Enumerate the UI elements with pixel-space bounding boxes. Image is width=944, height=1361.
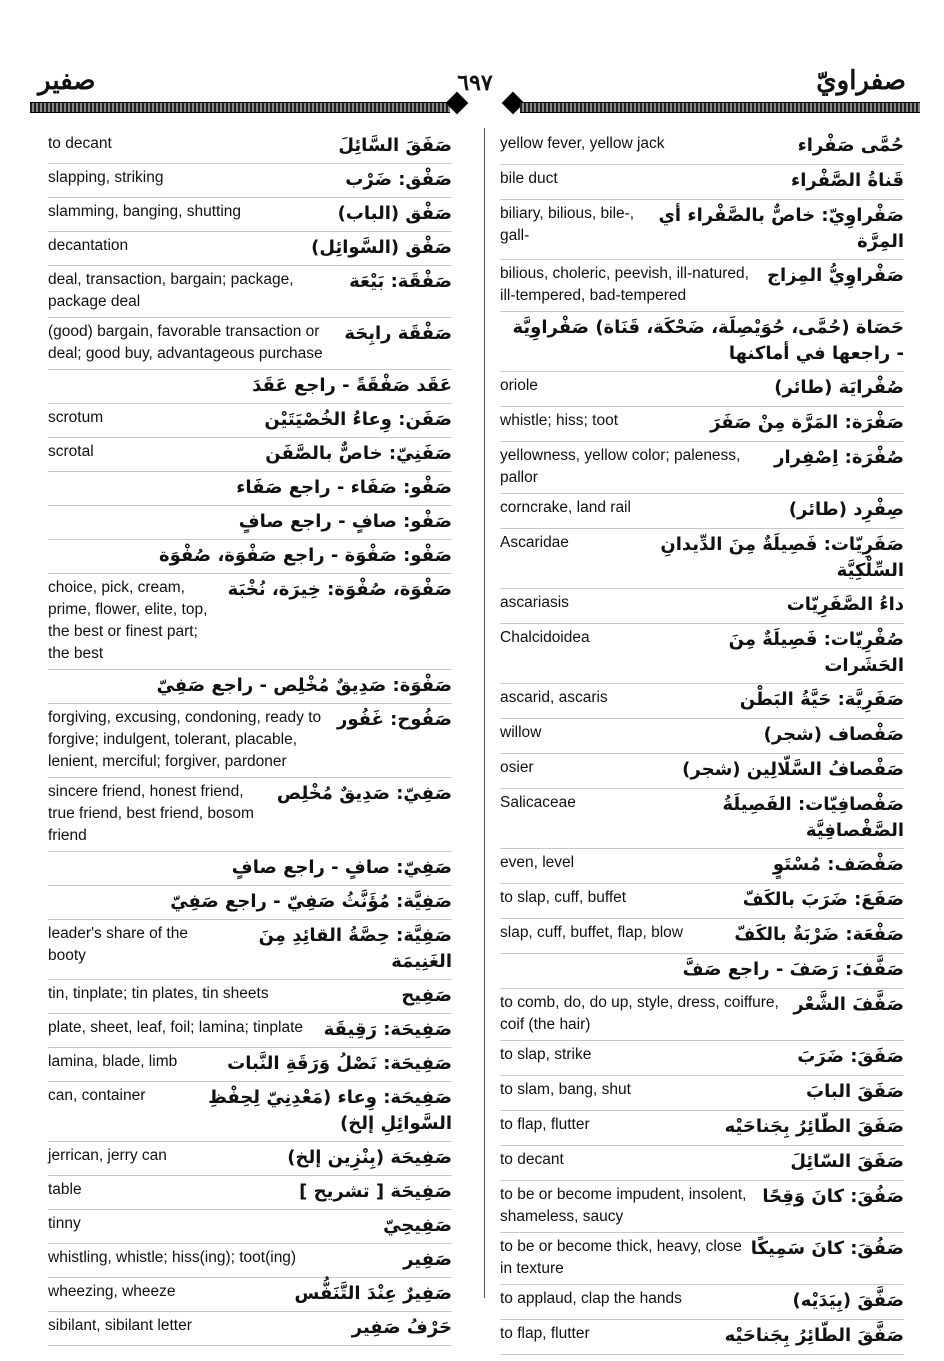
english-definition: jerrican, jerry can: [48, 1147, 167, 1164]
arabic-headword: صُفْرَة: اِصْفِرار: [774, 447, 904, 468]
dictionary-entry: [500, 684, 904, 719]
english-definition: osier: [500, 759, 534, 776]
dictionary-entry: [48, 164, 452, 198]
dictionary-entry: [500, 884, 904, 919]
arabic-headword: صَفَرِيّات: فَصِيلَةٌ مِنَ الدِّيدانِ السِّلْكِيَّة: [660, 534, 904, 581]
english-definition: even, level: [500, 854, 575, 871]
dictionary-entry: [500, 130, 904, 165]
english-definition: table: [48, 1181, 82, 1198]
arabic-headword: صَفِيحَة: نَصْلُ وَرَقَةِ النَّبات: [227, 1053, 452, 1074]
arabic-headword: صَفَّفَ الشَّعْر: [793, 994, 904, 1015]
column-divider: [484, 128, 485, 1298]
english-definition: wheezing, wheeze: [48, 1283, 176, 1300]
dictionary-entry: [500, 1111, 904, 1146]
arabic-headword: صَفْق: ضَرْب: [345, 169, 452, 190]
dictionary-entry: [500, 954, 904, 989]
english-definition: tin, tinplate; tin plates, tin sheets: [48, 985, 269, 1002]
english-definition: to flap, flutter: [500, 1325, 590, 1342]
arabic-headword: صَفْصافُ السَّلّالِين (شجر): [682, 759, 904, 780]
dictionary-entry: [500, 1076, 904, 1111]
english-definition: to slap, cuff, buffet: [500, 889, 627, 906]
dictionary-entry: [500, 1041, 904, 1076]
arabic-headword: صَفُوح: غَفُور: [337, 709, 452, 730]
dictionary-entry: [48, 1176, 452, 1210]
dictionary-entry: [48, 980, 452, 1014]
arabic-headword: صَفْو: صَفْوَة - راجع صَفْوَة، صُفْوَة: [158, 545, 452, 566]
arabic-headword: صَفِيّ: صَدِيقٌ مُخْلِص: [276, 783, 452, 804]
english-definition: slamming, banging, shutting: [48, 203, 242, 220]
dictionary-entry: [500, 407, 904, 442]
arabic-headword: صَفَقَ البابَ: [806, 1081, 904, 1102]
english-definition: corncrake, land rail: [500, 499, 631, 516]
dictionary-entry: [48, 852, 452, 886]
arabic-headword: صَفْق (الباب): [337, 203, 452, 224]
arabic-headword: صَفْراوِيّ: خاصٌّ بالصَّفْراء أي المِرَّة: [658, 205, 904, 252]
english-definition: lamina, blade, limb: [48, 1053, 178, 1070]
dictionary-entry: [48, 370, 452, 404]
dictionary-entry: [500, 1181, 904, 1233]
arabic-headword: صِفْرِد (طائر): [788, 499, 904, 520]
dictionary-entry: [48, 232, 452, 266]
arabic-headword: صَفْقَة: بَيْعَة: [349, 271, 452, 292]
dictionary-entry: [48, 404, 452, 438]
dictionary-entry: [500, 1285, 904, 1320]
dictionary-entry: [48, 1312, 452, 1346]
arabic-headword: صَفَرِيَّة: حَيَّةُ البَطْن: [739, 689, 904, 710]
english-definition: decantation: [48, 237, 129, 254]
dictionary-entry: [48, 1014, 452, 1048]
english-definition: yellowness, yellow color; paleness, pallor: [500, 447, 741, 486]
english-definition: oriole: [500, 377, 538, 394]
arabic-headword: صَفِيّ: صافٍ - راجع صافٍ: [231, 857, 452, 878]
arabic-headword: حُمَّى صَفْراء: [797, 135, 904, 156]
english-definition: Salicaceae: [500, 794, 576, 811]
dictionary-entry: [500, 754, 904, 789]
dictionary-entry: [48, 540, 452, 574]
arabic-headword: عَقَد صَفْقَةً - راجع عَقَدَ: [252, 375, 452, 396]
arabic-headword: صَفَنِيّ: خاصٌّ بالصَّفَن: [265, 443, 452, 464]
arabic-headword: صَفْقَة رابِحَة: [344, 323, 452, 344]
dictionary-entry: [500, 789, 904, 849]
arabic-headword: صَفِيحِيّ: [383, 1215, 452, 1236]
english-definition: sincere friend, honest friend, true friend, best friend, bosom friend: [48, 783, 254, 844]
dictionary-entry: [48, 198, 452, 232]
dictionary-entry: [48, 506, 452, 540]
dictionary-entry: [48, 1210, 452, 1244]
arabic-headword: صُفْرايَة (طائر): [774, 377, 904, 398]
arabic-headword: حَرْفُ صَفِير: [351, 1317, 452, 1338]
arabic-headword: صَفَقَ الطّائِرُ بِجَناحَيْه: [724, 1116, 904, 1137]
english-definition: Ascaridae: [500, 534, 569, 551]
arabic-headword: صَفْوَة: صَدِيقٌ مُخْلِص - راجع صَفِيّ: [156, 675, 452, 696]
arabic-headword: صَفَقَ السّائِلَ: [790, 1151, 904, 1172]
english-definition: yellow fever, yellow jack: [500, 135, 665, 152]
dictionary-entry: [48, 266, 452, 318]
english-definition: scrotum: [48, 409, 104, 426]
english-definition: to decant: [500, 1151, 564, 1168]
english-definition: to comb, do, do up, style, dress, coiffure, coif (the hair): [500, 994, 779, 1033]
dictionary-entry: [48, 886, 452, 920]
arabic-headword: صَفَقَ السَّائِلَ: [338, 135, 452, 156]
arabic-headword: صُفْرِيّات: فَصِيلَةٌ مِنَ الحَشَرات: [728, 629, 904, 676]
english-definition: ascariasis: [500, 594, 569, 611]
english-definition: tinny: [48, 1215, 81, 1232]
dictionary-entry: [500, 719, 904, 754]
dictionary-entry: [500, 312, 904, 372]
dictionary-entry: [48, 130, 452, 164]
dictionary-entry: [48, 1278, 452, 1312]
dictionary-entry: [48, 778, 452, 852]
arabic-headword: صَفِيح: [401, 985, 452, 1006]
english-definition: slap, cuff, buffet, flap, blow: [500, 924, 683, 941]
arabic-headword: صَفُقَ: كانَ وَقِحًا: [762, 1186, 904, 1207]
arabic-headword: صَفْصافِيّات: الفَصِيلَةُ الصَّفْصافِيَّة: [722, 794, 904, 841]
english-definition: Chalcidoidea: [500, 629, 590, 646]
english-definition: can, container: [48, 1087, 146, 1104]
arabic-headword: صَفِيحَة: وِعاء (مَعْدِنِيّ لِحِفْظِ السَّوائِلِ إلخ): [208, 1087, 452, 1134]
dictionary-entry: [500, 372, 904, 407]
dictionary-entry: [48, 1142, 452, 1176]
dictionary-entry: [500, 989, 904, 1041]
arabic-headword: صَفْوَة، صُفْوَة: خِيرَة، نُخْبَة: [227, 579, 452, 600]
dictionary-entry: [500, 1320, 904, 1355]
dictionary-entry: [500, 260, 904, 312]
english-definition: (good) bargain, favorable transaction or deal; good buy, advantageous purchase: [48, 323, 323, 362]
english-definition: sibilant, sibilant letter: [48, 1317, 192, 1334]
arabic-headword: صَفَقَ: ضَرَبَ: [797, 1046, 904, 1067]
english-definition: whistling, whistle; hiss(ing); toot(ing): [48, 1249, 297, 1266]
arabic-headword: صَفْو: صافٍ - راجع صافٍ: [238, 511, 452, 532]
arabic-headword: صَفَّفَ: رَصَفَ - راجع صَفَّ: [682, 959, 904, 980]
header-rule-right: [520, 102, 920, 113]
english-definition: to applaud, clap the hands: [500, 1290, 682, 1307]
arabic-headword: صَفْصَف: مُسْتَوٍ: [772, 854, 904, 875]
english-definition: ascarid, ascaris: [500, 689, 608, 706]
arabic-headword: صَفَن: وِعاءُ الخُصْيَتَيْن: [264, 409, 452, 430]
dictionary-entry: [48, 1048, 452, 1082]
english-definition: bile duct: [500, 170, 558, 187]
english-definition: to decant: [48, 135, 112, 152]
arabic-headword: صَفِيَّة: حِصَّةُ القائِدِ مِنَ الغَنِيمَة: [258, 925, 452, 972]
dictionary-entry: [500, 442, 904, 494]
arabic-headword: حَصَاة (حُمَّى، حُوَيْصِلَة، ضَحْكَة، قَنَاة) صَفْراوِيَّة - راجعها في أماكنها: [512, 317, 904, 364]
arabic-headword: صَفِير: [403, 1249, 452, 1270]
english-definition: to be or become impudent, insolent, shameless, saucy: [500, 1186, 747, 1225]
dictionary-entry: [48, 1244, 452, 1278]
dictionary-entry: [500, 624, 904, 684]
dictionary-entry: [500, 200, 904, 260]
dictionary-entry: [48, 574, 452, 670]
page-header: [0, 62, 944, 122]
left-column: [48, 130, 452, 1346]
arabic-headword: صَفِيحَة: رَقِيقَة: [323, 1019, 452, 1040]
english-definition: plate, sheet, leaf, foil; lamina; tinplate: [48, 1019, 304, 1036]
left-guide-word: صفير: [38, 66, 96, 96]
english-definition: to slap, strike: [500, 1046, 592, 1063]
arabic-headword: صَفْرَة: المَرَّة مِنْ صَفَرَ: [710, 412, 904, 433]
arabic-headword: صَفَعَ: ضَرَبَ بالكَفّ: [742, 889, 904, 910]
english-definition: slapping, striking: [48, 169, 164, 186]
arabic-headword: صَفْعَة: ضَرْبَةٌ بالكَفّ: [734, 924, 904, 945]
arabic-headword: صَفَّقَ (بِيَدَيْه): [792, 1290, 904, 1311]
dictionary-entry: [500, 494, 904, 529]
english-definition: willow: [500, 724, 542, 741]
english-definition: to slam, bang, shut: [500, 1081, 631, 1098]
arabic-headword: صَفُقَ: كانَ سَمِيكًا: [750, 1238, 904, 1259]
dictionary-entry: [500, 529, 904, 589]
dictionary-entry: [500, 849, 904, 884]
english-definition: bilious, choleric, peevish, ill-natured, ill-tempered, bad-tempered: [500, 265, 749, 304]
dictionary-entry: [48, 318, 452, 370]
arabic-headword: صَفِيحَة [ تشريح ]: [299, 1181, 452, 1202]
english-definition: biliary, bilious, bile-, gall-: [500, 205, 635, 244]
dictionary-entry: [48, 438, 452, 472]
english-definition: choice, pick, cream, prime, flower, elite, top, the best or finest part; the best: [48, 579, 208, 662]
english-definition: whistle; hiss; toot: [500, 412, 619, 429]
arabic-headword: قَناةُ الصَّفْراء: [791, 170, 904, 191]
dictionary-entry: [500, 165, 904, 200]
dictionary-entry: [48, 670, 452, 704]
english-definition: leader's share of the booty: [48, 925, 188, 964]
arabic-headword: صَفِيحَة (بِنْزِين إلخ): [287, 1147, 452, 1168]
arabic-headword: صَفْو: صَفَاء - راجع صَفَاء: [236, 477, 452, 498]
page-number: ٦٩٧: [457, 70, 493, 96]
english-definition: to flap, flutter: [500, 1116, 590, 1133]
arabic-headword: صَفْصاف (شجر): [763, 724, 904, 745]
english-definition: forgiving, excusing, condoning, ready to forgive; indulgent, tolerant, placable, lenient, merciful; forgiver, pardoner: [48, 709, 322, 770]
right-column: [500, 130, 904, 1355]
dictionary-entry: [500, 919, 904, 954]
arabic-headword: صَفِيَّة: مُؤَنَّثُ صَفِيّ - راجع صَفِيّ: [170, 891, 452, 912]
arabic-headword: صَفْراوِيُّ المِزاج: [766, 265, 904, 286]
dictionary-entry: [48, 1082, 452, 1142]
right-guide-word: صفراويّ: [816, 66, 906, 96]
dictionary-entry: [500, 1146, 904, 1181]
english-definition: deal, transaction, bargain; package, package deal: [48, 271, 294, 310]
header-rule-left: [30, 102, 450, 113]
english-definition: scrotal: [48, 443, 94, 460]
dictionary-entry: [48, 704, 452, 778]
english-definition: to be or become thick, heavy, close in texture: [500, 1238, 742, 1277]
arabic-headword: صَفْق (السَّوائِل): [311, 237, 452, 258]
dictionary-entry: [500, 589, 904, 624]
arabic-headword: صَفَّقَ الطّائِرُ بِجَناحَيْه: [724, 1325, 904, 1346]
dictionary-entry: [500, 1233, 904, 1285]
dictionary-entry: [48, 472, 452, 506]
arabic-headword: داءُ الصَّفَرِيّات: [786, 594, 904, 615]
dictionary-entry: [48, 920, 452, 980]
arabic-headword: صَفِيرٌ عِنْدَ التَّنَفُّس: [294, 1283, 452, 1304]
